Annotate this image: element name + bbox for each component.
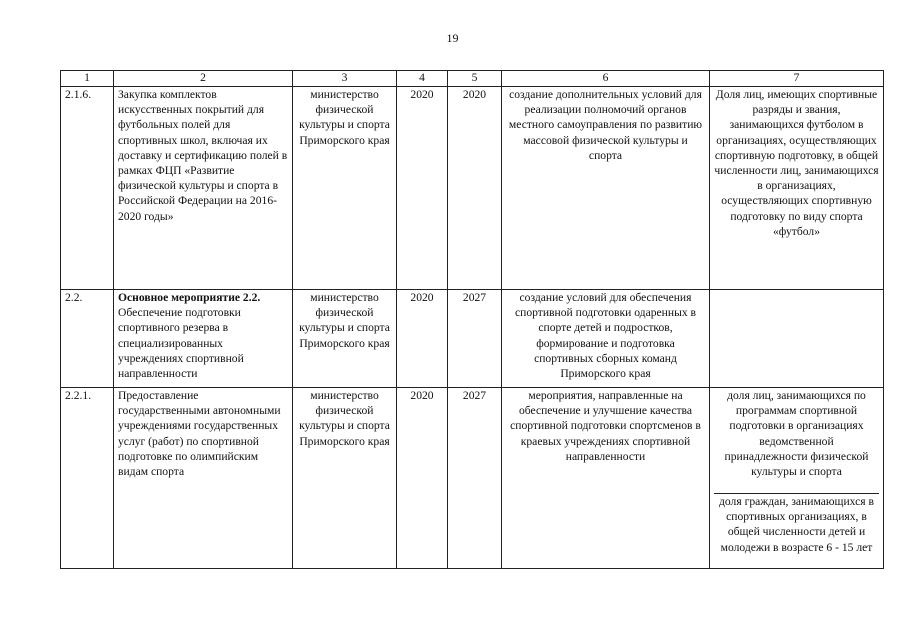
indicator (710, 388, 884, 569)
indicator (710, 290, 884, 388)
start-year: 2020 (397, 388, 448, 569)
header-cell: 6 (502, 71, 710, 87)
table-row (61, 388, 884, 569)
header-cell: 7 (710, 71, 884, 87)
start-year: 2020 (397, 87, 448, 290)
measure-name: Закупка комплектов искусственных покрытий для футбольных полей для спортивных школ, включая их доставку и сертификацию полей в рамках ФЦП «Развитие физической культуры и спорта в Российской Федерации на 2016-2020 годы» (114, 87, 293, 290)
indicator-first: доля лиц, занимающихся по программам спортивной подготовки в организациях ведомственной принадлежности физической культуры и спорта (714, 388, 879, 494)
header-row (61, 71, 884, 87)
row-number: 2.1.6. (61, 87, 114, 290)
measure-name (114, 290, 293, 388)
indicator: Доля лиц, имеющих спортивные разряды и звания, занимающихся футболом в организациях, осуществляющих спортивную подготовку, в общей численности лиц, занимающихся в организациях, осуществляющих спортивную подготовку по виду спорта «футбол» (710, 87, 884, 290)
program-table (60, 70, 884, 569)
executor: министерство физической культуры и спорта Приморского края (293, 87, 397, 290)
header-cell: 5 (448, 71, 502, 87)
expected-result: мероприятия, направленные на обеспечение и улучшение качества спортивной подготовки спортсменов в краевых учреждениях спортивной направленности (502, 388, 710, 569)
header-cell: 1 (61, 71, 114, 87)
page-number: 19 (446, 31, 459, 45)
end-year: 2027 (448, 290, 502, 388)
table-row (61, 87, 884, 290)
executor: министерство физической культуры и спорта Приморского края (293, 388, 397, 569)
end-year: 2020 (448, 87, 502, 290)
start-year: 2020 (397, 290, 448, 388)
measure-name: Предоставление государственными автономными учреждениями государственных услуг (работ) по спортивной подготовке по олимпийским видам спорта (114, 388, 293, 569)
expected-result: создание дополнительных условий для реализации полномочий органов местного самоуправления по развитию массовой физической культуры и спорта (502, 87, 710, 290)
expected-result: создание условий для обеспечения спортивной подготовки одаренных в спорте детей и подростков, формирование и подготовка спортивных сборных команд Приморского края (502, 290, 710, 388)
measure-text: Обеспечение подготовки спортивного резерва в специализированных учреждениях спортивной направленности (118, 306, 244, 381)
table-row (61, 290, 884, 388)
executor: министерство физической культуры и спорта Приморского края (293, 290, 397, 388)
measure-title-bold: Основное мероприятие 2.2. (118, 291, 261, 304)
row-number: 2.2. (61, 290, 114, 388)
header-cell: 4 (397, 71, 448, 87)
header-cell: 3 (293, 71, 397, 87)
indicator-second: доля граждан, занимающихся в спортивных организациях, в общей численности детей и молодежи в возрасте 6 - 15 лет (719, 495, 874, 554)
header-cell: 2 (114, 71, 293, 87)
end-year: 2027 (448, 388, 502, 569)
row-number: 2.2.1. (61, 388, 114, 569)
